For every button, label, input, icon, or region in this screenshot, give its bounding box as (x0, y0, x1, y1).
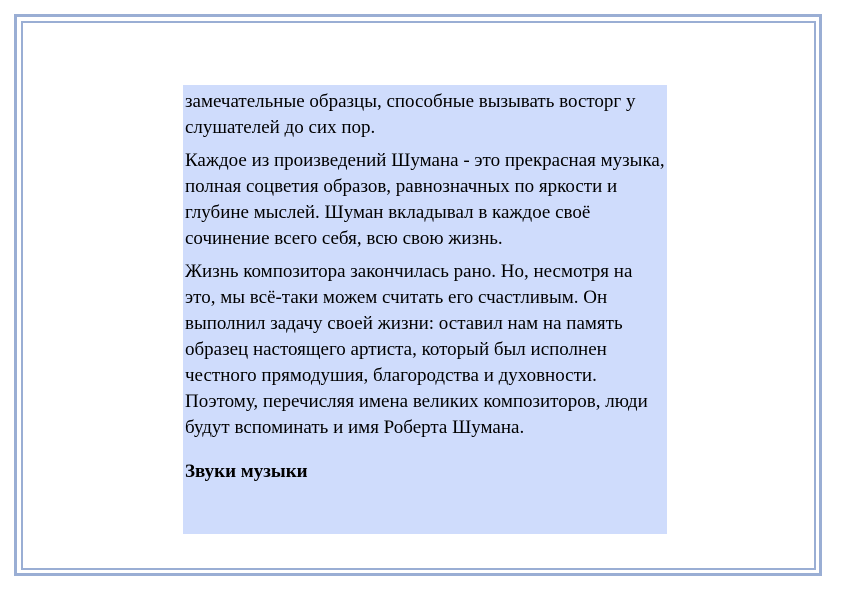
paragraph-3: Жизнь композитора закончилась рано. Но, несмотря на это, мы всё-таки можем считать его счастливым. Он выполнил задачу своей жизни: оставил нам на память образец настоящего артиста, который был исполнен честного прямодушия, благородства и духовности. Поэтому, перечисляя имена великих композиторов, люди будут вспоминать и имя Роберта Шумана. (185, 261, 648, 438)
paragraph-2: Каждое из произведений Шумана - это прекрасная музыка, полная соцветия образов, равнозначных по яркости и глубине мыслей. Шуман вкладывал в каждое своё сочинение всего себя, всю свою жизнь. (185, 150, 665, 249)
section-heading: Звуки музыки (185, 461, 308, 482)
text-block (183, 85, 667, 534)
paragraph-1: замечательные образцы, способные вызывать восторг у слушателей до сих пор. (185, 91, 636, 138)
